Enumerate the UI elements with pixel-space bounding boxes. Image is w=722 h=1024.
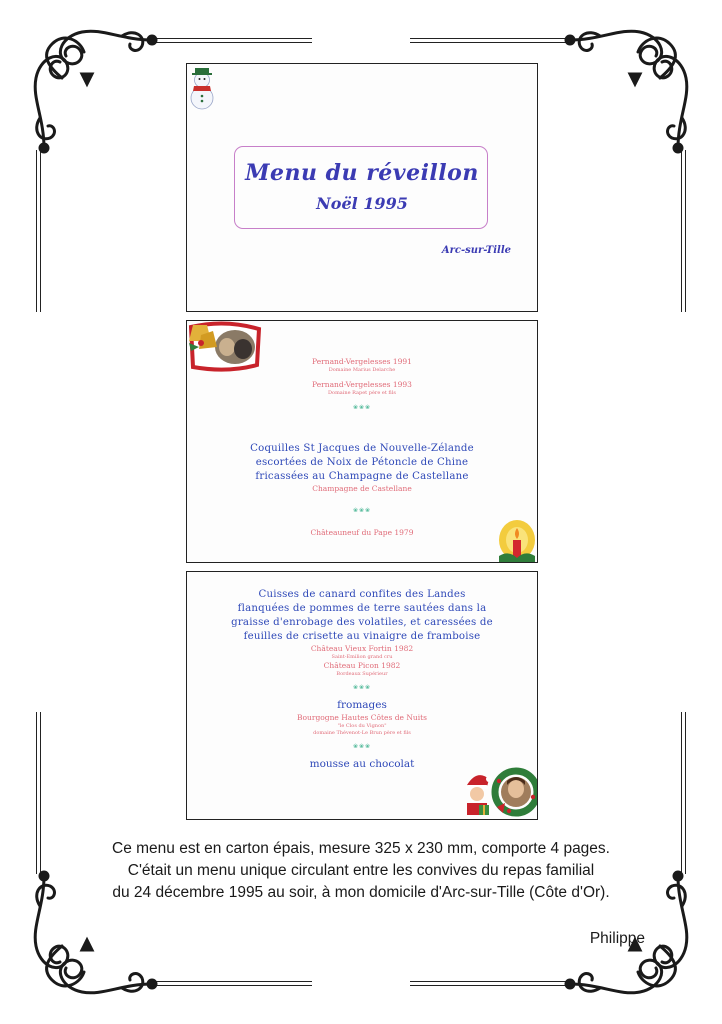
- wine-name: Pernand-Vergelesses 1991: [312, 357, 412, 366]
- dish-wine: Champagne de Castellane: [312, 484, 412, 493]
- wine-name: Châteauneuf du Pape 1979: [310, 528, 414, 537]
- description-caption: [60, 838, 662, 904]
- dessert-course: mousse au chocolat: [309, 758, 415, 770]
- cheese-wine: Bourgogne Hautes Côtes de Nuits: [297, 713, 427, 722]
- dish-line: flanquées de pommes de terre sautées dans la: [237, 603, 487, 614]
- caption-line: Ce menu est en carton épais, mesure 325 x 230 mm, comporte 4 pages.: [112, 840, 610, 857]
- dish-line: Coquilles St Jacques de Nouvelle-Zélande: [250, 443, 474, 454]
- snowman-icon: [189, 66, 215, 112]
- wine-name: Pernand-Vergelesses 1993: [312, 380, 412, 389]
- wine-appellation: Bordeaux Supérieur: [336, 671, 388, 677]
- menu-place: Arc-sur-Tille: [441, 245, 511, 256]
- wine-producer: Domaine Rapet père et fils: [328, 390, 396, 396]
- cheese-course: fromages: [337, 699, 387, 711]
- separator-flower-icon: ❀❀❀: [352, 684, 372, 691]
- wine-appellation: Saint-Emilion grand cru: [331, 654, 393, 660]
- dish-line: escortées de Noix de Pétoncle de Chine: [255, 457, 469, 468]
- separator-flower-icon: ❀❀❀: [352, 743, 372, 750]
- wine-list-top: [187, 357, 537, 413]
- menu-page-main-scan: [186, 571, 538, 820]
- wine-producer: Domaine Marius Delarche: [328, 367, 396, 373]
- wine-name: Château Vieux Fortin 1982: [310, 644, 414, 653]
- frame-top-right-rule: [410, 38, 572, 39]
- author-signature: Philippe: [589, 930, 645, 947]
- frame-left-upper-rule: [36, 150, 37, 312]
- wine-name: Château Picon 1982: [323, 661, 401, 670]
- frame-right-upper-rule: [681, 150, 682, 312]
- caption-line: C'était un menu unique circulant entre les convives du repas familial: [127, 862, 595, 879]
- cheese-wine-detail: "le Clos du Vignon": [337, 723, 387, 729]
- separator-flower-icon: ❀❀❀: [352, 404, 372, 411]
- frame-top-left-rule: [150, 38, 312, 39]
- santa-icon: [461, 769, 493, 815]
- dish-line: Cuisses de canard confites des Landes: [258, 589, 466, 600]
- menu-subtitle: Noël 1995: [316, 194, 408, 213]
- dish-line: fricassées au Champagne de Castellane: [255, 471, 469, 482]
- caption-line: du 24 décembre 1995 au soir, à mon domicile d'Arc-sur-Tille (Côte d'Or).: [112, 884, 610, 901]
- main-dish: [187, 588, 537, 772]
- separator-flower-icon: ❀❀❀: [352, 507, 372, 514]
- corner-flourish-top-left-icon: [22, 18, 172, 168]
- menu-title: Menu du réveillon: [245, 160, 479, 186]
- frame-bottom-left-rule: [150, 981, 312, 982]
- frame-bottom-right-rule: [410, 981, 572, 982]
- frame-right-lower-rule: [681, 712, 682, 874]
- menu-cover-scan: [186, 63, 538, 312]
- starter-dish: [187, 442, 537, 538]
- dish-line: graisse d'enrobage des volatiles, et caressées de: [231, 617, 493, 628]
- dish-line: feuilles de crisette au vinaigre de framboise: [243, 631, 481, 642]
- corner-flourish-top-right-icon: [550, 18, 700, 168]
- menu-page-starter-scan: [186, 320, 538, 563]
- cover-title-frame: [234, 146, 488, 229]
- frame-left-lower-rule: [36, 712, 37, 874]
- wreath-photo: [491, 767, 537, 817]
- cheese-wine-detail: domaine Thévenot-Le Brun père et fils: [313, 730, 411, 736]
